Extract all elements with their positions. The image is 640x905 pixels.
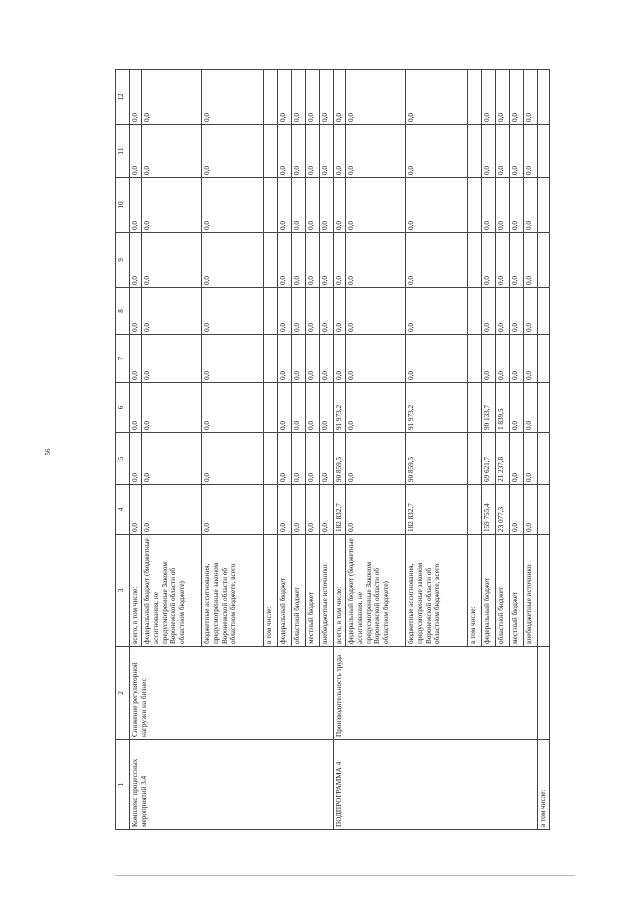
value-cell: 1 839,5 [496, 383, 510, 433]
trailing-row [538, 70, 550, 830]
value-cell: 0,0 [320, 125, 334, 178]
value-cell: 0,0 [142, 233, 202, 288]
value-cell [468, 125, 482, 178]
funding-source-label: всего, в том числе: [130, 535, 142, 647]
funding-source-label: бюджетные ассигнования, предусмотренные законом Воронежской области об областном бюджете, всего [406, 535, 468, 647]
row-group-title: Производительность труда [334, 647, 538, 740]
value-cell: 0,0 [320, 383, 334, 433]
value-cell: 0,0 [524, 233, 538, 288]
value-cell: 0,0 [496, 233, 510, 288]
funding-source-label: областной бюджет [292, 535, 306, 647]
value-cell: 0,0 [202, 433, 264, 485]
value-cell: 0,0 [130, 335, 142, 383]
funding-source-label: в том числе: [264, 535, 278, 647]
funding-source-label: внебюджетные источники [524, 535, 538, 647]
col-num: 2 [116, 647, 130, 740]
table-row [130, 70, 142, 830]
value-cell: 91 973,2 [406, 383, 468, 433]
funding-source-label: федеральный бюджет [482, 535, 496, 647]
value-cell: 90 859,5 [406, 433, 468, 485]
value-cell [468, 433, 482, 485]
value-cell: 0,0 [130, 288, 142, 335]
row-group-name: ПОДПРОГРАММА 4 [334, 740, 538, 830]
value-cell: 0,0 [510, 233, 524, 288]
value-cell: 0,0 [278, 233, 292, 288]
col-num: 12 [116, 70, 130, 125]
value-cell: 0,0 [130, 433, 142, 485]
value-cell: 0,0 [292, 383, 306, 433]
value-cell: 0,0 [320, 335, 334, 383]
value-cell: 23 077,3 [496, 485, 510, 535]
value-cell: 0,0 [306, 125, 320, 178]
value-cell: 182 832,7 [334, 485, 346, 535]
value-cell: 0,0 [292, 233, 306, 288]
col-num: 11 [116, 125, 130, 178]
value-cell [468, 288, 482, 335]
value-cell [264, 485, 278, 535]
value-cell: 0,0 [496, 125, 510, 178]
value-cell: 0,0 [202, 288, 264, 335]
value-cell [264, 335, 278, 383]
value-cell: 0,0 [334, 335, 346, 383]
value-cell: 0,0 [334, 233, 346, 288]
value-cell [264, 383, 278, 433]
value-cell: 0,0 [482, 288, 496, 335]
budget-table [115, 69, 550, 830]
bottom-rule [115, 875, 575, 876]
value-cell: 0,0 [406, 335, 468, 383]
value-cell: 0,0 [346, 288, 406, 335]
funding-source-label: местный бюджет [306, 535, 320, 647]
value-cell: 0,0 [142, 383, 202, 433]
value-cell: 0,0 [278, 288, 292, 335]
empty-cell [538, 288, 550, 335]
value-cell: 0,0 [406, 178, 468, 233]
value-cell: 0,0 [320, 233, 334, 288]
value-cell: 0,0 [482, 125, 496, 178]
value-cell: 0,0 [524, 383, 538, 433]
value-cell: 0,0 [130, 383, 142, 433]
value-cell: 0,0 [142, 485, 202, 535]
value-cell [468, 70, 482, 125]
value-cell: 0,0 [306, 433, 320, 485]
row-group-name: Комплекс процессных мероприятий 3.4 [130, 740, 334, 830]
value-cell: 0,0 [496, 335, 510, 383]
value-cell: 0,0 [510, 125, 524, 178]
empty-cell [538, 485, 550, 535]
value-cell: 159 755,4 [482, 485, 496, 535]
value-cell: 0,0 [292, 335, 306, 383]
value-cell: 0,0 [524, 70, 538, 125]
value-cell: 0,0 [334, 178, 346, 233]
value-cell: 0,0 [278, 178, 292, 233]
value-cell: 0,0 [346, 233, 406, 288]
value-cell: 0,0 [524, 335, 538, 383]
col-num: 9 [116, 233, 130, 288]
value-cell: 0,0 [510, 335, 524, 383]
value-cell: 0,0 [524, 433, 538, 485]
value-cell [264, 125, 278, 178]
block-kpm-3-4 [130, 70, 334, 830]
value-cell: 0,0 [510, 485, 524, 535]
value-cell: 0,0 [320, 288, 334, 335]
funding-source-label: всего, в том числе: [334, 535, 346, 647]
value-cell: 0,0 [510, 288, 524, 335]
value-cell: 90 133,7 [482, 383, 496, 433]
value-cell: 0,0 [142, 70, 202, 125]
row-group-title: Снижение регуляторной нагрузки на бизнес [130, 647, 334, 740]
col-num: 6 [116, 383, 130, 433]
value-cell: 0,0 [278, 125, 292, 178]
value-cell: 0,0 [292, 70, 306, 125]
value-cell [468, 178, 482, 233]
value-cell: 21 237,8 [496, 433, 510, 485]
value-cell: 0,0 [278, 70, 292, 125]
value-cell: 0,0 [510, 433, 524, 485]
value-cell: 91 973,2 [334, 383, 346, 433]
col-num: 1 [116, 740, 130, 830]
value-cell: 0,0 [510, 70, 524, 125]
value-cell: 0,0 [320, 433, 334, 485]
empty-cell [538, 70, 550, 125]
value-cell: 0,0 [292, 288, 306, 335]
rotated-table-wrapper [115, 70, 575, 830]
value-cell: 0,0 [320, 485, 334, 535]
column-number-row [116, 70, 130, 830]
value-cell: 0,0 [142, 433, 202, 485]
value-cell: 0,0 [320, 178, 334, 233]
value-cell: 0,0 [130, 233, 142, 288]
value-cell: 0,0 [346, 485, 406, 535]
value-cell: 0,0 [306, 383, 320, 433]
value-cell: 69 621,7 [482, 433, 496, 485]
table-row [334, 70, 346, 830]
value-cell: 0,0 [346, 70, 406, 125]
value-cell: 0,0 [142, 288, 202, 335]
value-cell: 0,0 [202, 383, 264, 433]
value-cell [264, 433, 278, 485]
value-cell: 0,0 [496, 70, 510, 125]
value-cell: 0,0 [278, 383, 292, 433]
value-cell: 0,0 [202, 70, 264, 125]
value-cell: 0,0 [202, 233, 264, 288]
value-cell: 0,0 [306, 288, 320, 335]
value-cell: 0,0 [202, 125, 264, 178]
funding-source-label: федеральный бюджет (бюджетные ассигнования, не предусмотренные Законом Воронежской области об областном бюджете) [142, 535, 202, 647]
value-cell: 0,0 [346, 178, 406, 233]
value-cell: 0,0 [346, 433, 406, 485]
value-cell: 0,0 [406, 125, 468, 178]
value-cell: 0,0 [346, 125, 406, 178]
value-cell: 0,0 [406, 70, 468, 125]
value-cell: 0,0 [306, 70, 320, 125]
value-cell [264, 70, 278, 125]
trailing-label: в том числе: [538, 740, 550, 830]
col-num: 7 [116, 335, 130, 383]
empty-cell [538, 535, 550, 647]
value-cell [264, 178, 278, 233]
value-cell: 0,0 [406, 288, 468, 335]
block-subprogram-4 [334, 70, 538, 830]
value-cell: 0,0 [130, 485, 142, 535]
value-cell: 0,0 [292, 433, 306, 485]
value-cell: 0,0 [130, 70, 142, 125]
value-cell [468, 485, 482, 535]
value-cell: 0,0 [306, 178, 320, 233]
value-cell: 0,0 [510, 383, 524, 433]
empty-cell [538, 647, 550, 740]
value-cell: 90 859,5 [334, 433, 346, 485]
col-num: 5 [116, 433, 130, 485]
value-cell: 0,0 [278, 433, 292, 485]
value-cell: 0,0 [482, 70, 496, 125]
value-cell: 0,0 [306, 485, 320, 535]
value-cell: 182 832,7 [406, 485, 468, 535]
value-cell: 0,0 [346, 383, 406, 433]
value-cell: 0,0 [306, 335, 320, 383]
value-cell: 0,0 [346, 335, 406, 383]
value-cell: 0,0 [334, 70, 346, 125]
value-cell: 0,0 [334, 125, 346, 178]
value-cell: 0,0 [482, 335, 496, 383]
empty-cell [538, 233, 550, 288]
col-num: 3 [116, 535, 130, 647]
value-cell: 0,0 [406, 233, 468, 288]
value-cell: 0,0 [482, 178, 496, 233]
value-cell: 0,0 [292, 178, 306, 233]
funding-source-label: внебюджетные источники [320, 535, 334, 647]
value-cell [468, 335, 482, 383]
value-cell: 0,0 [142, 125, 202, 178]
empty-cell [538, 335, 550, 383]
col-num: 8 [116, 288, 130, 335]
col-num: 10 [116, 178, 130, 233]
value-cell [468, 383, 482, 433]
value-cell: 0,0 [482, 233, 496, 288]
funding-source-label: бюджетные ассигнования, предусмотренные законом Воронежской области об областном бюджете, всего [202, 535, 264, 647]
funding-source-label: местный бюджет [510, 535, 524, 647]
funding-source-label: федеральный бюджет (бюджетные ассигнования, не предусмотренные Законом Воронежской области об областном бюджете) [346, 535, 406, 647]
page-number: 56 [44, 448, 52, 456]
value-cell: 0,0 [334, 288, 346, 335]
value-cell: 0,0 [292, 485, 306, 535]
value-cell: 0,0 [202, 178, 264, 233]
value-cell: 0,0 [130, 178, 142, 233]
empty-cell [538, 433, 550, 485]
value-cell: 0,0 [278, 335, 292, 383]
value-cell: 0,0 [202, 335, 264, 383]
value-cell: 0,0 [524, 178, 538, 233]
col-num: 4 [116, 485, 130, 535]
value-cell [264, 288, 278, 335]
funding-source-label: в том числе: [468, 535, 482, 647]
value-cell: 0,0 [524, 125, 538, 178]
funding-source-label: федеральный бюджет [278, 535, 292, 647]
value-cell: 0,0 [278, 485, 292, 535]
value-cell: 0,0 [202, 485, 264, 535]
value-cell: 0,0 [496, 288, 510, 335]
value-cell: 0,0 [510, 178, 524, 233]
value-cell [264, 233, 278, 288]
value-cell: 0,0 [306, 233, 320, 288]
empty-cell [538, 178, 550, 233]
value-cell: 0,0 [130, 125, 142, 178]
empty-cell [538, 125, 550, 178]
value-cell: 0,0 [496, 178, 510, 233]
value-cell: 0,0 [142, 335, 202, 383]
value-cell: 0,0 [142, 178, 202, 233]
funding-source-label: областной бюджет [496, 535, 510, 647]
value-cell: 0,0 [524, 485, 538, 535]
empty-cell [538, 383, 550, 433]
value-cell: 0,0 [524, 288, 538, 335]
value-cell: 0,0 [320, 70, 334, 125]
value-cell: 0,0 [292, 125, 306, 178]
value-cell [468, 233, 482, 288]
